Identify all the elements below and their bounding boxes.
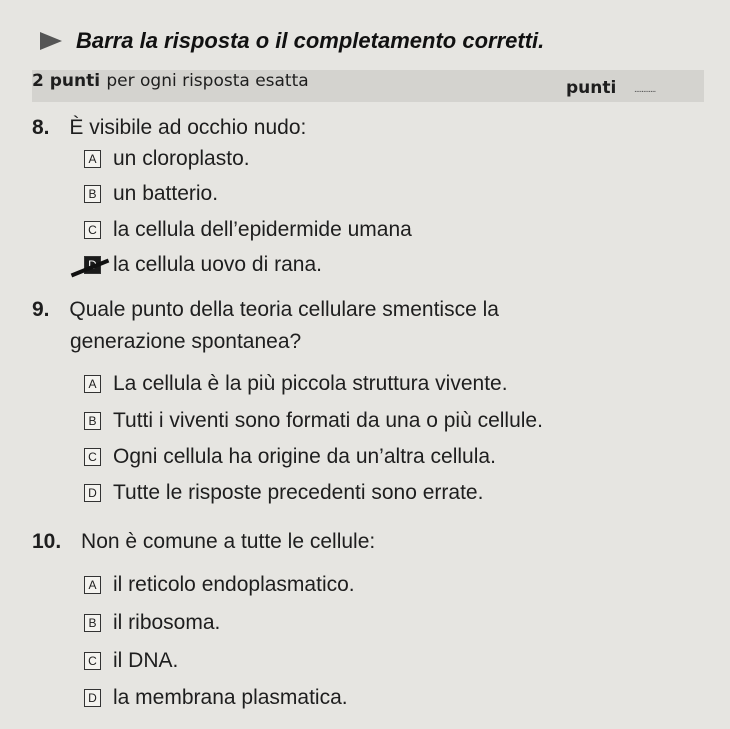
question-number: 10. <box>32 530 62 553</box>
option-8-a[interactable] <box>84 147 250 171</box>
option-text: il reticolo endoplasmatico. <box>113 573 355 596</box>
option-text: la cellula uovo di rana. <box>113 253 322 276</box>
checkbox[interactable]: B <box>84 412 101 430</box>
exercise-header <box>40 28 544 54</box>
question-8 <box>32 114 306 142</box>
option-8-c[interactable] <box>84 218 412 242</box>
option-8-d[interactable] <box>84 253 322 277</box>
score-rule-text: per ogni risposta esatta <box>106 71 309 91</box>
checkbox[interactable]: C <box>84 221 101 239</box>
checkbox[interactable]: D <box>84 689 101 707</box>
checkbox[interactable]: A <box>84 375 101 393</box>
question-text: È visibile ad occhio nudo: <box>69 116 307 139</box>
option-10-b[interactable] <box>84 611 220 635</box>
option-text: il ribosoma. <box>113 611 221 634</box>
option-text: la membrana plasmatica. <box>113 686 348 709</box>
checkbox[interactable]: A <box>84 150 101 168</box>
question-number: 9. <box>32 298 50 321</box>
checkbox[interactable]: C <box>84 448 101 466</box>
question-9 <box>32 296 499 324</box>
option-8-b[interactable] <box>84 182 218 206</box>
checkbox[interactable]: B <box>84 185 101 203</box>
option-9-c[interactable] <box>84 445 496 469</box>
option-9-b[interactable] <box>84 409 543 433</box>
option-text: Tutte le risposte precedenti sono errate. <box>113 481 484 504</box>
checkbox[interactable]: C <box>84 652 101 670</box>
option-text: La cellula è la più piccola struttura vivente. <box>113 372 508 395</box>
option-text: la cellula dell’epidermide umana <box>113 218 412 241</box>
option-text: il DNA. <box>113 649 179 672</box>
option-10-d[interactable] <box>84 686 348 710</box>
score-rule-points: 2 punti <box>32 71 101 91</box>
arrow-icon <box>40 32 62 50</box>
score-blank[interactable]: ............ <box>634 84 656 95</box>
option-text: un cloroplasto. <box>113 147 250 170</box>
checkbox[interactable]: D <box>84 484 101 502</box>
option-10-a[interactable] <box>84 573 355 597</box>
question-text-line2: generazione spontanea? <box>70 330 302 353</box>
option-9-d[interactable] <box>84 481 483 505</box>
question-text: Quale punto della teoria cellulare smentisce la <box>69 298 499 321</box>
question-text: Non è comune a tutte le cellule: <box>81 530 376 553</box>
exercise-title: Barra la risposta o il completamento corretti. <box>76 28 545 53</box>
score-rule <box>32 70 309 91</box>
question-number: 8. <box>32 116 50 139</box>
checkbox[interactable]: A <box>84 576 101 594</box>
option-text: un batterio. <box>113 182 219 205</box>
score-label: punti <box>566 78 617 98</box>
option-9-a[interactable] <box>84 372 508 396</box>
option-text: Tutti i viventi sono formati da una o più cellule. <box>113 409 543 432</box>
option-text: Ogni cellula ha origine da un’altra cellula. <box>113 445 496 468</box>
checkbox[interactable]: B <box>84 614 101 632</box>
question-10 <box>32 528 375 556</box>
option-10-c[interactable] <box>84 649 178 673</box>
